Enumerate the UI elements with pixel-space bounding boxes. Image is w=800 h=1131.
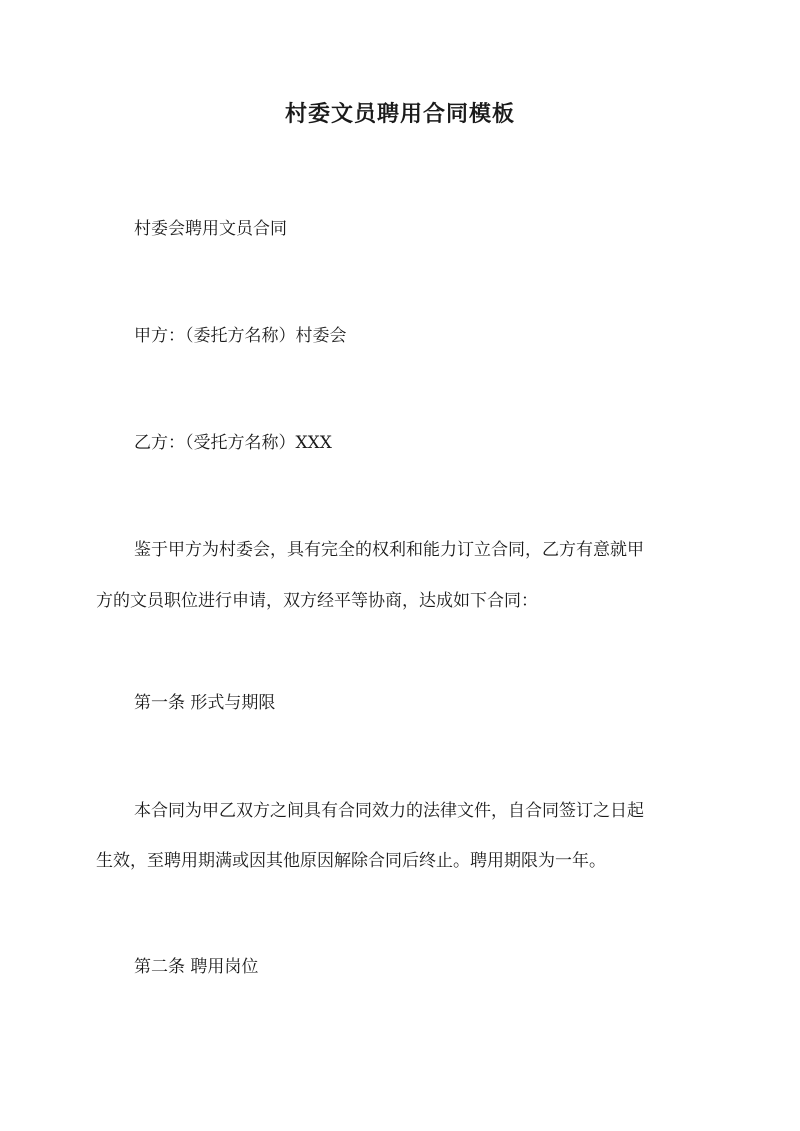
party-b-line: 乙方：（受托方名称）XXX <box>134 433 332 453</box>
preamble-line-1: 鉴于甲方为村委会，具有完全的权利和能力订立合同，乙方有意就甲 <box>134 540 644 560</box>
article-2-heading: 第二条 聘用岗位 <box>134 957 259 977</box>
party-a-line: 甲方：（委托方名称）村委会 <box>134 326 347 346</box>
article-1-line-1: 本合同为甲乙双方之间具有合同效力的法律文件，自合同签订之日起 <box>134 801 644 821</box>
contract-subtitle: 村委会聘用文员合同 <box>134 219 287 239</box>
article-1-line-2: 生效，至聘用期满或因其他原因解除合同后终止。聘用期限为一年。 <box>96 851 606 871</box>
document-title: 村委文员聘用合同模板 <box>284 101 515 127</box>
article-1-heading: 第一条 形式与期限 <box>134 693 276 713</box>
preamble-line-2: 方的文员职位进行申请，双方经平等协商，达成如下合同： <box>96 591 538 611</box>
